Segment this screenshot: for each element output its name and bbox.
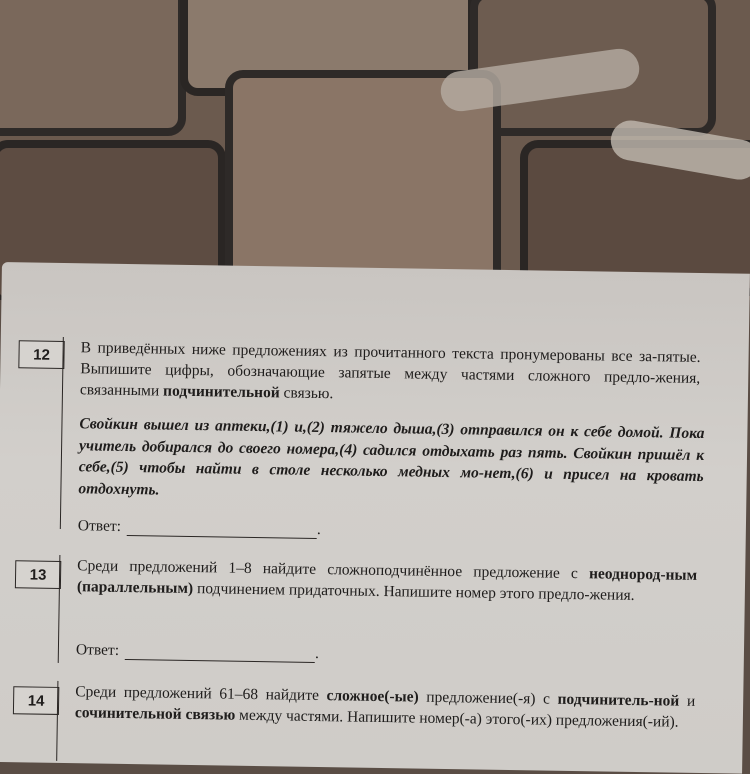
task-excerpt: Свойкин вышел из аптеки,(1) и,(2) тяжело дыша,(3) отправился он к себе домой. Пока учитель добирался до своего номера,(4) садился отдыхать раз пять. Свойкин пришёл к себе,(5) чтобы найти в столе несколько медных мо-нет,(6) и присел на кровать отдохнуть. <box>78 415 705 498</box>
task-instruction: Среди предложений 1–8 найдите сложноподчинённое предложение с неоднород-ным (параллельным) подчинением придаточных. Напишите номер этого предло-жения. <box>76 557 698 604</box>
task-instruction: Среди предложений 61–68 найдите сложное(-ые) предложение(-я) с подчинитель-ной и сочинительной связью между частями. Напишите номер(-а) этого(-их) предложения(-ий). <box>74 683 696 731</box>
exam-page <box>0 262 750 774</box>
carpet-tile <box>0 0 186 136</box>
answer-label: Ответ: <box>77 517 122 535</box>
task-number-box: 14 <box>13 686 59 715</box>
answer-line[interactable] <box>125 643 315 663</box>
answer-field[interactable]: Ответ: . <box>77 517 322 539</box>
task-instruction: В приведённых ниже предложениях из прочитанного текста пронумерованы все за-пятые. Выпишите цифры, обозначающие запятые между частями сложного предло-жения, связанными подчинительной связью. <box>79 339 701 403</box>
answer-line[interactable] <box>127 519 317 539</box>
answer-field[interactable]: Ответ: . <box>75 641 320 663</box>
task-number-box: 12 <box>18 340 64 369</box>
task-number-box: 13 <box>15 560 61 589</box>
carpet-background <box>0 0 750 300</box>
task-divider <box>56 681 58 761</box>
answer-label: Ответ: <box>75 641 120 659</box>
